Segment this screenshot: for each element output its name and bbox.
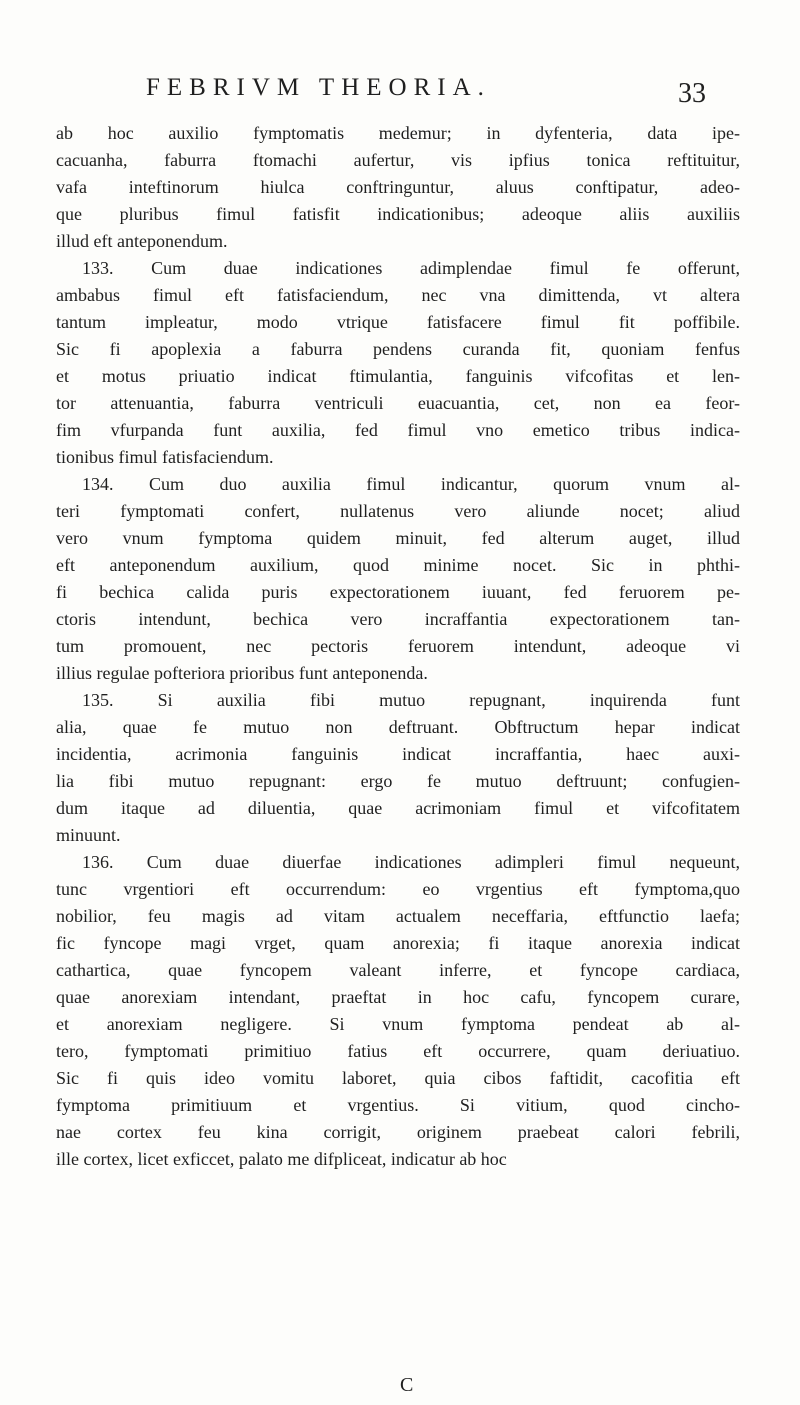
text-line: tor attenuantia, faburra ventriculi euacuantia, cet, non ea feor- (56, 393, 740, 413)
text-line: ctoris intendunt, bechica vero incraffantia expectorationem tan- (56, 609, 740, 629)
catchword: C (400, 1374, 414, 1396)
text-line: tero, fymptomati primitiuo fatius eft occurrere, quam deriuatiuo. (56, 1041, 740, 1061)
text-line: teri fymptomati confert, nullatenus vero aliunde nocet; aliud (56, 501, 740, 521)
body-text (56, 120, 740, 1173)
text-line: 135. Si auxilia fibi mutuo repugnant, inquirenda funt (82, 690, 740, 710)
text-line: tionibus fimul fatisfaciendum. (56, 447, 274, 467)
text-line: ambabus fimul eft fatisfaciendum, nec vna dimittenda, vt altera (56, 285, 740, 305)
text-line: dum itaque ad diluentia, quae acrimoniam fimul et vifcofitatem (56, 798, 740, 818)
text-line: alia, quae fe mutuo non deftruant. Obftructum hepar indicat (56, 717, 740, 737)
text-line: Sic fi apoplexia a faburra pendens curanda fit, quoniam fenfus (56, 339, 740, 359)
text-line: 134. Cum duo auxilia fimul indicantur, quorum vnum al- (82, 474, 740, 494)
text-line: tunc vrgentiori eft occurrendum: eo vrgentius eft fymptoma,quo (56, 879, 740, 899)
text-line: vafa inteftinorum hiulca conftringuntur, aluus conftipatur, adeo- (56, 177, 740, 197)
text-line: tum promouent, nec pectoris feruorem intendunt, adeoque vi (56, 636, 740, 656)
text-line: vero vnum fymptoma quidem minuit, fed alterum auget, illud (56, 528, 740, 548)
page-header (146, 70, 706, 109)
text-line: fic fyncope magi vrget, quam anorexia; fi itaque anorexia indicat (56, 933, 740, 953)
text-line: quae anorexiam intendant, praeftat in hoc cafu, fyncopem curare, (56, 987, 740, 1007)
text-line: incidentia, acrimonia fanguinis indicat incraffantia, haec auxi- (56, 744, 740, 764)
text-line: tantum impleatur, modo vtrique fatisfacere fimul fit poffibile. (56, 312, 740, 332)
text-line: ille cortex, licet exficcet, palato me difpliceat, indicatur ab hoc (56, 1149, 507, 1169)
text-line: lia fibi mutuo repugnant: ergo fe mutuo deftruunt; confugien- (56, 771, 740, 791)
text-line: 133. Cum duae indicationes adimplendae fimul fe offerunt, (82, 258, 740, 278)
text-line: cacuanha, faburra ftomachi aufertur, vis ipfius tonica reftituitur, (56, 150, 740, 170)
text-line: nae cortex feu kina corrigit, originem praebeat calori febrili, (56, 1122, 740, 1142)
text-line: ab hoc auxilio fymptomatis medemur; in dyfenteria, data ipe- (56, 123, 740, 143)
text-line: et motus priuatio indicat ftimulantia, fanguinis vifcofitas et len- (56, 366, 740, 386)
text-line: fymptoma primitiuum et vrgentius. Si vitium, quod cincho- (56, 1095, 740, 1115)
text-line: illud eft anteponendum. (56, 231, 228, 251)
text-line: que pluribus fimul fatisfit indicationibus; adeoque aliis auxiliis (56, 204, 740, 224)
text-line: nobilior, feu magis ad vitam actualem neceffaria, eftfunctio laefa; (56, 906, 740, 926)
text-line: Sic fi quis ideo vomitu laboret, quia cibos faftidit, cacofitia eft (56, 1068, 740, 1088)
text-line: eft anteponendum auxilium, quod minime nocet. Sic in phthi- (56, 555, 740, 575)
text-line: cathartica, quae fyncopem valeant inferre, et fyncope cardiaca, (56, 960, 740, 980)
text-line: minuunt. (56, 825, 121, 845)
text-line: et anorexiam negligere. Si vnum fymptoma pendeat ab al- (56, 1014, 740, 1034)
page-number: 33 (678, 78, 706, 109)
running-head: FEBRIVM THEORIA. (146, 74, 491, 101)
text-line: fim vfurpanda funt auxilia, fed fimul vno emetico tribus indica- (56, 420, 740, 440)
text-line: fi bechica calida puris expectorationem iuuant, fed feruorem pe- (56, 582, 740, 602)
text-line: 136. Cum duae diuerfae indicationes adimpleri fimul nequeunt, (82, 852, 740, 872)
text-line: illius regulae pofteriora prioribus funt anteponenda. (56, 663, 428, 683)
